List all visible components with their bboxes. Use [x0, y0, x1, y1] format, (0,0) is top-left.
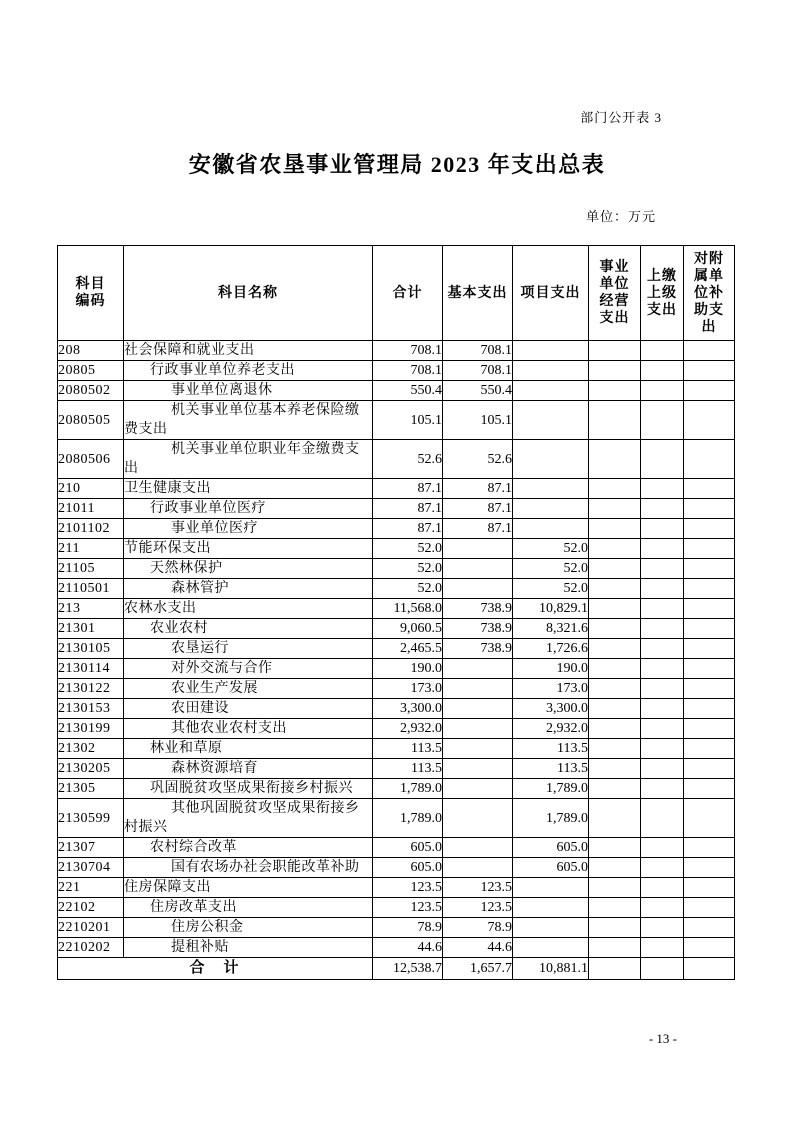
cell-upper	[641, 341, 684, 361]
cell-project	[513, 440, 589, 479]
cell-code: 21301	[58, 619, 124, 639]
cell-project	[513, 381, 589, 401]
cell-basic: 105.1	[443, 401, 513, 440]
table-row	[58, 659, 735, 679]
cell-project	[513, 361, 589, 381]
cell-code: 213	[58, 599, 124, 619]
cell-code: 2130205	[58, 759, 124, 779]
cell-project: 173.0	[513, 679, 589, 699]
cell-subsidy	[684, 918, 735, 938]
table-row	[58, 898, 735, 918]
cell-basic	[443, 799, 513, 838]
doc-type-label: 部门公开表 3	[580, 110, 662, 125]
cell-name: 事业单位离退休	[124, 381, 373, 401]
cell-basic	[443, 739, 513, 759]
cell-project	[513, 479, 589, 499]
table-row	[58, 579, 735, 599]
cell-upper	[641, 559, 684, 579]
cell-upper	[641, 659, 684, 679]
cell-project: 113.5	[513, 759, 589, 779]
cell-total: 105.1	[373, 401, 443, 440]
cell-operating	[589, 878, 641, 898]
cell-total: 2,932.0	[373, 719, 443, 739]
cell-operating	[589, 499, 641, 519]
cell-name: 住房保障支出	[124, 878, 373, 898]
table-row	[58, 639, 735, 659]
cell-subsidy	[684, 858, 735, 878]
header-total: 合计	[373, 246, 443, 341]
cell-basic: 87.1	[443, 519, 513, 539]
table-row	[58, 759, 735, 779]
cell-name: 森林管护	[124, 579, 373, 599]
cell-total: 605.0	[373, 858, 443, 878]
cell-code: 21302	[58, 739, 124, 759]
cell-operating	[589, 539, 641, 559]
table-row	[58, 799, 735, 838]
cell-basic	[443, 699, 513, 719]
cell-upper	[641, 519, 684, 539]
table-header	[58, 246, 735, 341]
header-upper: 上缴上级支出	[641, 246, 684, 341]
cell-total: 113.5	[373, 759, 443, 779]
cell-upper	[641, 361, 684, 381]
table-row	[58, 539, 735, 559]
header-row	[58, 246, 735, 341]
cell-project: 1,789.0	[513, 799, 589, 838]
cell-basic	[443, 559, 513, 579]
cell-total: 1,789.0	[373, 799, 443, 838]
cell-subsidy	[684, 559, 735, 579]
cell-subsidy	[684, 878, 735, 898]
cell-basic: 550.4	[443, 381, 513, 401]
cell-upper	[641, 878, 684, 898]
table-row	[58, 599, 735, 619]
table-row	[58, 619, 735, 639]
cell-code: 2130599	[58, 799, 124, 838]
cell-project	[513, 918, 589, 938]
cell-basic: 87.1	[443, 479, 513, 499]
cell-subsidy	[684, 440, 735, 479]
cell-project: 113.5	[513, 739, 589, 759]
cell-basic: 708.1	[443, 361, 513, 381]
cell-upper	[641, 918, 684, 938]
cell-name: 机关事业单位基本养老保险缴费支出	[124, 401, 373, 440]
header-basic: 基本支出	[443, 246, 513, 341]
cell-basic	[443, 779, 513, 799]
table-row	[58, 341, 735, 361]
cell-project: 3,300.0	[513, 699, 589, 719]
cell-total: 87.1	[373, 499, 443, 519]
total-row	[58, 958, 735, 980]
cell-upper	[641, 779, 684, 799]
cell-total: 9,060.5	[373, 619, 443, 639]
cell-project: 1,726.6	[513, 639, 589, 659]
cell-code: 2130105	[58, 639, 124, 659]
cell-subsidy	[684, 479, 735, 499]
cell-subsidy	[684, 619, 735, 639]
cell-code: 210	[58, 479, 124, 499]
cell-code: 21011	[58, 499, 124, 519]
table-row	[58, 499, 735, 519]
cell-name: 天然林保护	[124, 559, 373, 579]
cell-project: 190.0	[513, 659, 589, 679]
cell-basic: 52.6	[443, 440, 513, 479]
cell-basic	[443, 858, 513, 878]
page-title: 安徽省农垦事业管理局 2023 年支出总表	[188, 152, 606, 177]
cell-operating	[589, 699, 641, 719]
cell-name: 社会保障和就业支出	[124, 341, 373, 361]
table-row	[58, 918, 735, 938]
cell-project: 605.0	[513, 858, 589, 878]
cell-operating	[589, 381, 641, 401]
cell-upper	[641, 639, 684, 659]
cell-name: 农林水支出	[124, 599, 373, 619]
cell-operating	[589, 579, 641, 599]
cell-project	[513, 898, 589, 918]
cell-operating	[589, 679, 641, 699]
table-footer	[58, 958, 735, 980]
cell-total: 123.5	[373, 878, 443, 898]
total-total: 12,538.7	[373, 958, 443, 980]
cell-operating	[589, 779, 641, 799]
cell-total: 52.6	[373, 440, 443, 479]
cell-subsidy	[684, 639, 735, 659]
expenditure-table	[57, 245, 735, 980]
cell-subsidy	[684, 898, 735, 918]
cell-code: 2130122	[58, 679, 124, 699]
cell-total: 113.5	[373, 739, 443, 759]
cell-name: 农垦运行	[124, 639, 373, 659]
table-row	[58, 699, 735, 719]
table-row	[58, 401, 735, 440]
cell-name: 巩固脱贫攻坚成果衔接乡村振兴	[124, 779, 373, 799]
cell-total: 190.0	[373, 659, 443, 679]
cell-basic	[443, 719, 513, 739]
cell-operating	[589, 559, 641, 579]
cell-subsidy	[684, 519, 735, 539]
cell-code: 21307	[58, 838, 124, 858]
cell-subsidy	[684, 739, 735, 759]
cell-project: 10,829.1	[513, 599, 589, 619]
cell-project	[513, 519, 589, 539]
cell-project	[513, 938, 589, 958]
cell-project: 605.0	[513, 838, 589, 858]
cell-basic: 738.9	[443, 599, 513, 619]
cell-upper	[641, 699, 684, 719]
cell-code: 2080505	[58, 401, 124, 440]
cell-name: 农业农村	[124, 619, 373, 639]
cell-upper	[641, 898, 684, 918]
cell-subsidy	[684, 341, 735, 361]
cell-total: 11,568.0	[373, 599, 443, 619]
cell-upper	[641, 838, 684, 858]
cell-code: 221	[58, 878, 124, 898]
cell-upper	[641, 599, 684, 619]
total-upper	[641, 958, 684, 980]
cell-total: 708.1	[373, 361, 443, 381]
cell-total: 605.0	[373, 838, 443, 858]
cell-project	[513, 341, 589, 361]
cell-operating	[589, 341, 641, 361]
cell-operating	[589, 659, 641, 679]
table-row	[58, 479, 735, 499]
cell-project: 52.0	[513, 539, 589, 559]
cell-project: 2,932.0	[513, 719, 589, 739]
cell-basic: 738.9	[443, 639, 513, 659]
header-subsidy: 对附属单位补助支出	[684, 246, 735, 341]
cell-operating	[589, 479, 641, 499]
cell-name: 农田建设	[124, 699, 373, 719]
table-row	[58, 838, 735, 858]
cell-subsidy	[684, 539, 735, 559]
cell-project	[513, 401, 589, 440]
cell-subsidy	[684, 799, 735, 838]
header-name: 科目名称	[124, 246, 373, 341]
cell-operating	[589, 401, 641, 440]
cell-basic: 78.9	[443, 918, 513, 938]
cell-basic	[443, 539, 513, 559]
cell-operating	[589, 938, 641, 958]
cell-total: 3,300.0	[373, 699, 443, 719]
cell-total: 173.0	[373, 679, 443, 699]
cell-total: 44.6	[373, 938, 443, 958]
cell-upper	[641, 938, 684, 958]
cell-name: 机关事业单位职业年金缴费支出	[124, 440, 373, 479]
cell-subsidy	[684, 579, 735, 599]
total-label: 合 计	[58, 958, 373, 980]
table-row	[58, 739, 735, 759]
header-operating: 事业单位经营支出	[589, 246, 641, 341]
cell-operating	[589, 519, 641, 539]
cell-operating	[589, 858, 641, 878]
cell-code: 2080502	[58, 381, 124, 401]
table-row	[58, 519, 735, 539]
cell-name: 事业单位医疗	[124, 519, 373, 539]
cell-name: 森林资源培育	[124, 759, 373, 779]
cell-subsidy	[684, 499, 735, 519]
cell-subsidy	[684, 838, 735, 858]
cell-project: 1,789.0	[513, 779, 589, 799]
cell-code: 2210202	[58, 938, 124, 958]
cell-upper	[641, 381, 684, 401]
cell-basic	[443, 679, 513, 699]
cell-name: 对外交流与合作	[124, 659, 373, 679]
cell-basic: 123.5	[443, 898, 513, 918]
cell-subsidy	[684, 679, 735, 699]
cell-operating	[589, 719, 641, 739]
cell-operating	[589, 838, 641, 858]
cell-code: 2130153	[58, 699, 124, 719]
cell-code: 208	[58, 341, 124, 361]
cell-operating	[589, 361, 641, 381]
cell-total: 52.0	[373, 579, 443, 599]
cell-operating	[589, 898, 641, 918]
cell-code: 2130114	[58, 659, 124, 679]
cell-total: 550.4	[373, 381, 443, 401]
cell-subsidy	[684, 361, 735, 381]
cell-operating	[589, 639, 641, 659]
cell-project: 8,321.6	[513, 619, 589, 639]
cell-subsidy	[684, 699, 735, 719]
cell-subsidy	[684, 938, 735, 958]
cell-name: 住房改革支出	[124, 898, 373, 918]
cell-subsidy	[684, 779, 735, 799]
cell-operating	[589, 619, 641, 639]
cell-upper	[641, 440, 684, 479]
cell-upper	[641, 719, 684, 739]
cell-operating	[589, 918, 641, 938]
cell-upper	[641, 401, 684, 440]
cell-code: 22102	[58, 898, 124, 918]
cell-subsidy	[684, 401, 735, 440]
cell-total: 708.1	[373, 341, 443, 361]
cell-code: 20805	[58, 361, 124, 381]
table-row	[58, 381, 735, 401]
cell-name: 农业生产发展	[124, 679, 373, 699]
cell-upper	[641, 739, 684, 759]
cell-name: 其他农业农村支出	[124, 719, 373, 739]
cell-project: 52.0	[513, 559, 589, 579]
cell-name: 国有农场办社会职能改革补助	[124, 858, 373, 878]
cell-code: 2110501	[58, 579, 124, 599]
cell-basic	[443, 579, 513, 599]
cell-subsidy	[684, 381, 735, 401]
cell-basic: 87.1	[443, 499, 513, 519]
cell-project: 52.0	[513, 579, 589, 599]
cell-operating	[589, 759, 641, 779]
cell-subsidy	[684, 719, 735, 739]
cell-upper	[641, 539, 684, 559]
cell-total: 1,789.0	[373, 779, 443, 799]
cell-upper	[641, 499, 684, 519]
cell-code: 2130704	[58, 858, 124, 878]
cell-total: 87.1	[373, 519, 443, 539]
cell-project	[513, 878, 589, 898]
cell-name: 行政事业单位养老支出	[124, 361, 373, 381]
cell-name: 提租补贴	[124, 938, 373, 958]
cell-subsidy	[684, 659, 735, 679]
cell-code: 2101102	[58, 519, 124, 539]
table-row	[58, 878, 735, 898]
cell-operating	[589, 599, 641, 619]
cell-total: 87.1	[373, 479, 443, 499]
cell-total: 2,465.5	[373, 639, 443, 659]
page-number: - 13 -	[648, 1031, 677, 1046]
cell-name: 林业和草原	[124, 739, 373, 759]
unit-label: 单位：万元	[585, 209, 656, 224]
table-row	[58, 559, 735, 579]
cell-code: 21105	[58, 559, 124, 579]
cell-code: 21305	[58, 779, 124, 799]
cell-upper	[641, 579, 684, 599]
cell-upper	[641, 858, 684, 878]
cell-total: 52.0	[373, 539, 443, 559]
cell-total: 123.5	[373, 898, 443, 918]
cell-name: 住房公积金	[124, 918, 373, 938]
total-operating	[589, 958, 641, 980]
cell-code: 211	[58, 539, 124, 559]
total-subsidy	[684, 958, 735, 980]
cell-upper	[641, 679, 684, 699]
cell-operating	[589, 799, 641, 838]
cell-basic: 738.9	[443, 619, 513, 639]
table-row	[58, 440, 735, 479]
cell-name: 节能环保支出	[124, 539, 373, 559]
cell-name: 农村综合改革	[124, 838, 373, 858]
cell-project	[513, 499, 589, 519]
header-code: 科目编码	[58, 246, 124, 341]
table-row	[58, 719, 735, 739]
total-project: 10,881.1	[513, 958, 589, 980]
cell-code: 2210201	[58, 918, 124, 938]
total-basic: 1,657.7	[443, 958, 513, 980]
cell-code: 2130199	[58, 719, 124, 739]
cell-upper	[641, 479, 684, 499]
cell-upper	[641, 799, 684, 838]
cell-upper	[641, 619, 684, 639]
table-body	[58, 341, 735, 958]
cell-basic: 44.6	[443, 938, 513, 958]
cell-operating	[589, 739, 641, 759]
cell-total: 78.9	[373, 918, 443, 938]
table-row	[58, 938, 735, 958]
cell-subsidy	[684, 759, 735, 779]
cell-basic: 708.1	[443, 341, 513, 361]
cell-code: 2080506	[58, 440, 124, 479]
cell-upper	[641, 759, 684, 779]
cell-total: 52.0	[373, 559, 443, 579]
cell-name: 卫生健康支出	[124, 479, 373, 499]
table-row	[58, 779, 735, 799]
table-row	[58, 679, 735, 699]
table-row	[58, 858, 735, 878]
header-project: 项目支出	[513, 246, 589, 341]
cell-basic: 123.5	[443, 878, 513, 898]
cell-name: 行政事业单位医疗	[124, 499, 373, 519]
table-row	[58, 361, 735, 381]
cell-name: 其他巩固脱贫攻坚成果衔接乡村振兴	[124, 799, 373, 838]
cell-basic	[443, 838, 513, 858]
cell-subsidy	[684, 599, 735, 619]
cell-basic	[443, 759, 513, 779]
cell-basic	[443, 659, 513, 679]
cell-operating	[589, 440, 641, 479]
